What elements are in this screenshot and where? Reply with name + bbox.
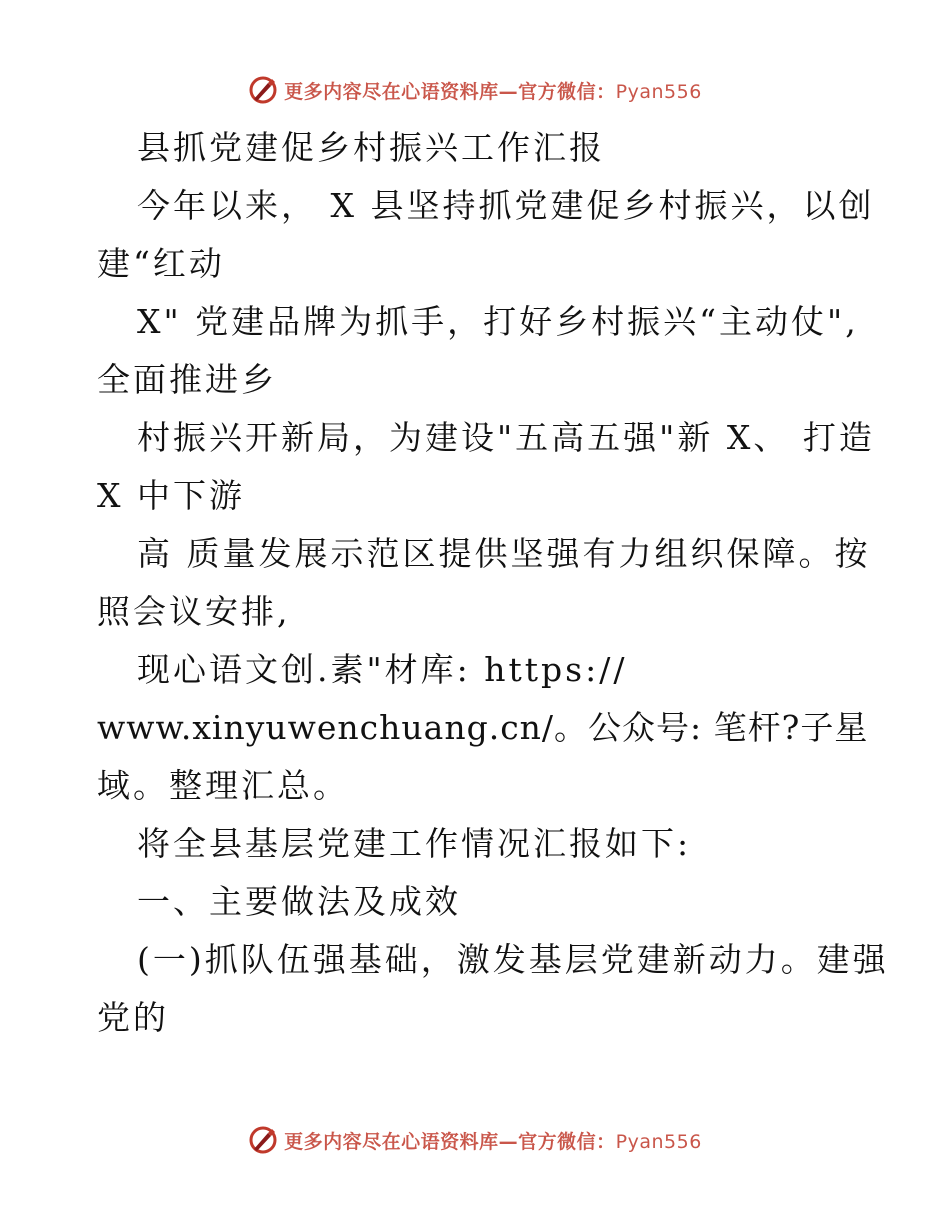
paragraph-line: 村振兴开新局，为建设"五高五强"新 X、 打造 [137,418,875,457]
header-watermark-banner [0,70,950,110]
wechat-id: Pyan556 [615,80,702,103]
watermark-label: 更多内容尽在心语资料库—官方微信： [284,1130,616,1153]
pen-logo-icon [248,1125,278,1155]
paragraph-line: 建“红动 [97,244,225,283]
section-heading: 一、主要做法及成效 [137,882,461,921]
paragraph-line: 照会议安排, [97,592,291,631]
watermark-text [284,1127,702,1154]
paragraph-line: 全面推进乡 [97,360,277,399]
watermark-text [284,77,702,104]
paragraph-line: X" 党建品牌为抓手，打好乡村振兴“主动仗", [137,302,859,341]
paragraph-line: 党的 [97,998,169,1037]
paragraph-line: www.xinyuwenchuang.cn/。公众号: 笔杆?子星 [97,708,869,747]
footer-watermark-banner [0,1120,950,1160]
paragraph-line: 将全县基层党建工作情况汇报如下: [137,824,692,863]
paragraph-line: X 中下游 [97,476,245,515]
document-title: 县抓党建促乡村振兴工作汇报 [137,128,605,167]
paragraph-line: 今年以来， X 县坚持抓党建促乡村振兴，以创 [137,186,875,225]
pen-logo-icon [248,75,278,105]
watermark-label: 更多内容尽在心语资料库—官方微信： [284,80,616,103]
wechat-id: Pyan556 [615,1130,702,1153]
paragraph-line: 高 质量发展示范区提供坚强有力组织保障。按 [137,534,871,573]
subsection-heading: (一)抓队伍强基础，激发基层党建新动力。建强 [137,940,889,979]
paragraph-line: 现心语文创.素"材库: https:// [137,650,628,689]
paragraph-line: 域。整理汇总。 [97,766,349,805]
